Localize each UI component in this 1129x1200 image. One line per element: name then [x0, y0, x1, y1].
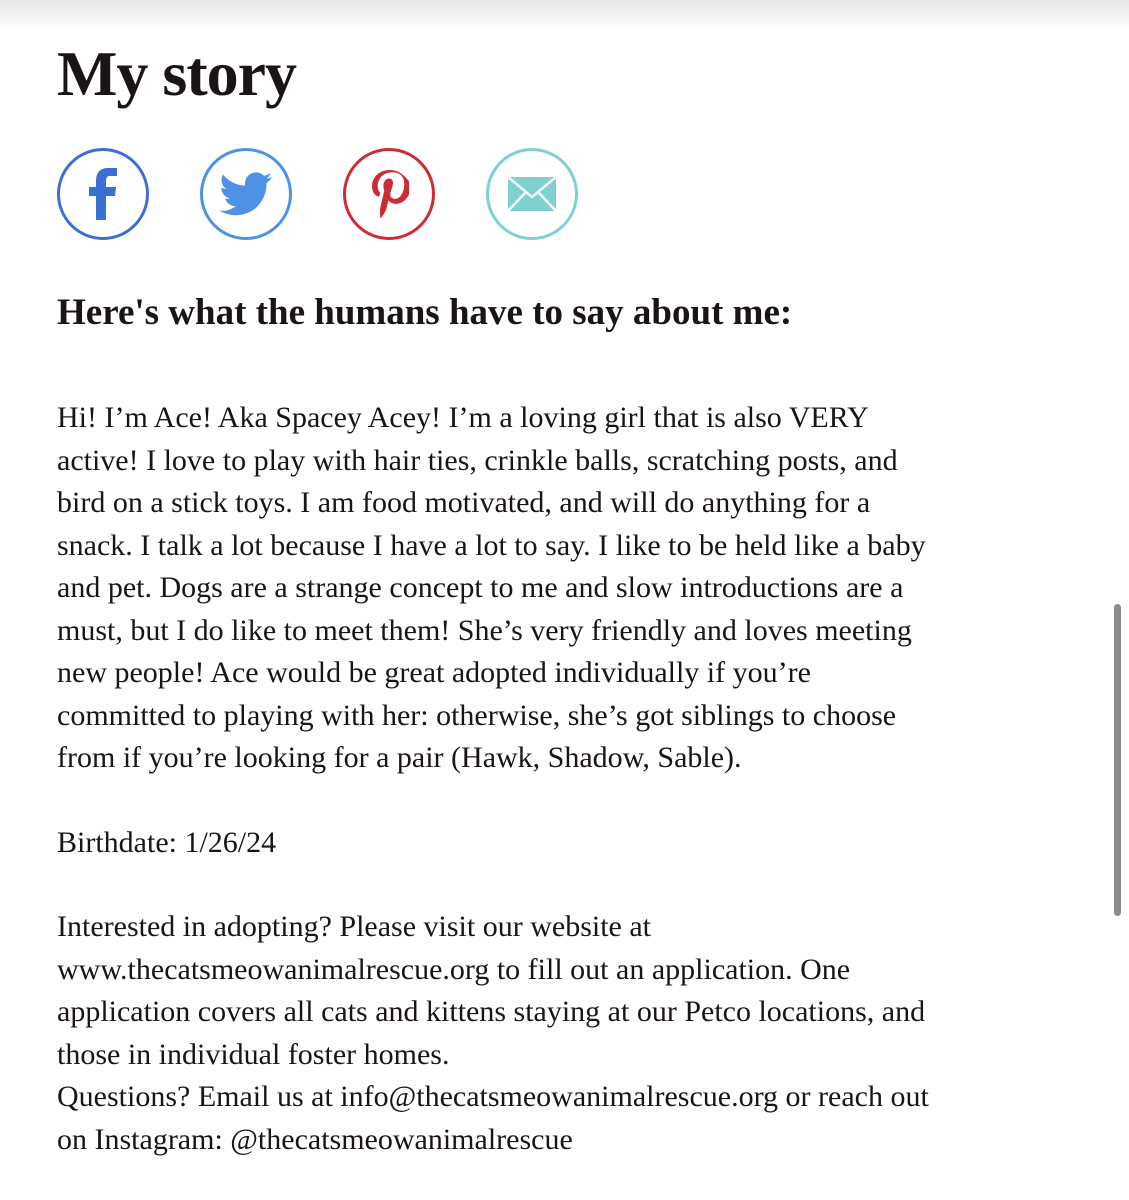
story-paragraph: Hi! I’m Ace! Aka Spacey Acey! I’m a loving girl that is also VERY active! I love to play with hair ties, crinkle balls, scratching posts, and bird on a stick toys. I am food motivated, and will do anything for a snack. I talk a lot because I have a lot to say. I like to be held like a baby and pet. Dogs are a strange concept to me and slow introductions are a must, but I do like to meet them! She’s very friendly and loves meeting new people! Ace would be great adopted individually if you’re committed to playing with her: otherwise, she’s got siblings to choose from if you’re looking for a pair (Hawk, Shadow, Sable). [57, 401, 926, 774]
vertical-scrollbar[interactable] [1114, 604, 1121, 916]
pinterest-share-button[interactable] [343, 148, 435, 240]
twitter-share-button[interactable] [200, 148, 292, 240]
pinterest-icon [369, 168, 409, 220]
twitter-icon [219, 172, 273, 216]
email-share-button[interactable] [486, 148, 578, 240]
story-body [57, 397, 1087, 1161]
story-heading: Here's what the humans have to say about me: [57, 292, 793, 333]
adoption-info: Interested in adopting? Please visit our website at www.thecatsmeowanimalrescue.org to fill out an application. One application covers all cats and kittens staying at our Petco locations, and those in individual foster homes. [57, 910, 926, 1071]
facebook-share-button[interactable] [57, 148, 149, 240]
page-title: My story [57, 38, 297, 109]
birthdate: Birthdate: 1/26/24 [57, 825, 277, 859]
contact-info: Questions? Email us at info@thecatsmeowanimalrescue.org or reach out on Instagram: @thecatsmeowanimalrescue [57, 1080, 929, 1156]
facebook-icon [83, 168, 123, 220]
top-bar-shadow [0, 0, 1129, 30]
email-icon [507, 176, 557, 212]
